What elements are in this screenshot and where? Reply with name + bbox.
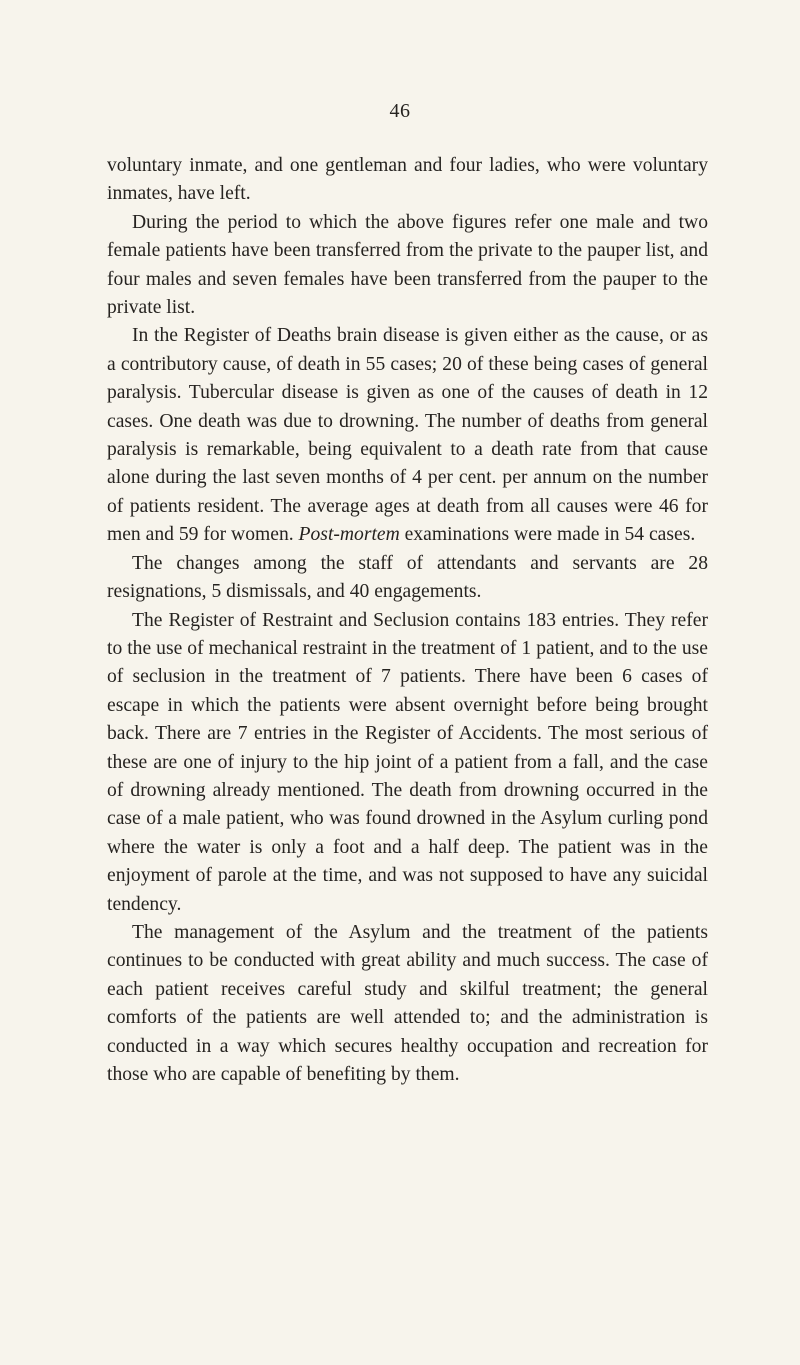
deaths-text-after: examinations were made in 54 cases. [399, 524, 696, 546]
paragraph-restraint-seclusion: The Register of Restraint and Seclusion contains 183 entries. They refer to the use of mechanical restraint in the treatment of 1 patient, and to the use of seclusion in the treatment of 7 patients. There have been 6 cases of escape in which the patients were absent overnight before being brought back. There are 7 entries in the Register of Accidents. The most serious of these are one of injury to the hip joint of a patient from a fall, and the case of drowning already mentioned. The death from drowning occurred in the case of a male patient, who was found drowned in the Asylum curling pond where the water is only a foot and a half deep. The patient was in the enjoyment of parole at the time, and was not supposed to have any suicidal tendency. [107, 609, 708, 915]
paragraph-staff-changes: The changes among the staff of attendants and servants are 28 resignations, 5 dismissals, and 40 engagements. [107, 552, 708, 603]
page-number: 46 [389, 100, 411, 122]
post-mortem-italic: Post-mortem [298, 524, 400, 546]
paragraph-transfers: During the period to which the above figures refer one male and two female patients have been transferred from the private to the pauper list, and four males and seven females have been transferred from the pauper to the private list. [107, 211, 708, 319]
body-text [107, 152, 708, 1089]
paragraph-voluntary-inmates: voluntary inmate, and one gentleman and four ladies, who were voluntary inmates, have left. [107, 155, 708, 205]
paragraph-register-of-deaths [107, 322, 708, 549]
paragraph-management: The management of the Asylum and the treatment of the patients continues to be conducted with great ability and much success. The case of each patient receives careful study and skilful treatment; the general comforts of the patients are well attended to; and the administration is conducted in a way which secures healthy occupation and recreation for those who are capable of benefiting by them. [107, 921, 708, 1085]
deaths-text-before: In the Register of Deaths brain disease is given either as the cause, or as a contributory cause, of death in 55 cases; 20 of these being cases of general paralysis. Tubercular disease is given as one of the causes of death in 12 cases. One death was due to drowning. The number of deaths from general paralysis is remarkable, being equivalent to a death rate from that cause alone during the last seven months of 4 per cent. per annum on the number of patients resident. The average ages at death from all causes were 46 for men and 59 for women. [107, 325, 708, 546]
